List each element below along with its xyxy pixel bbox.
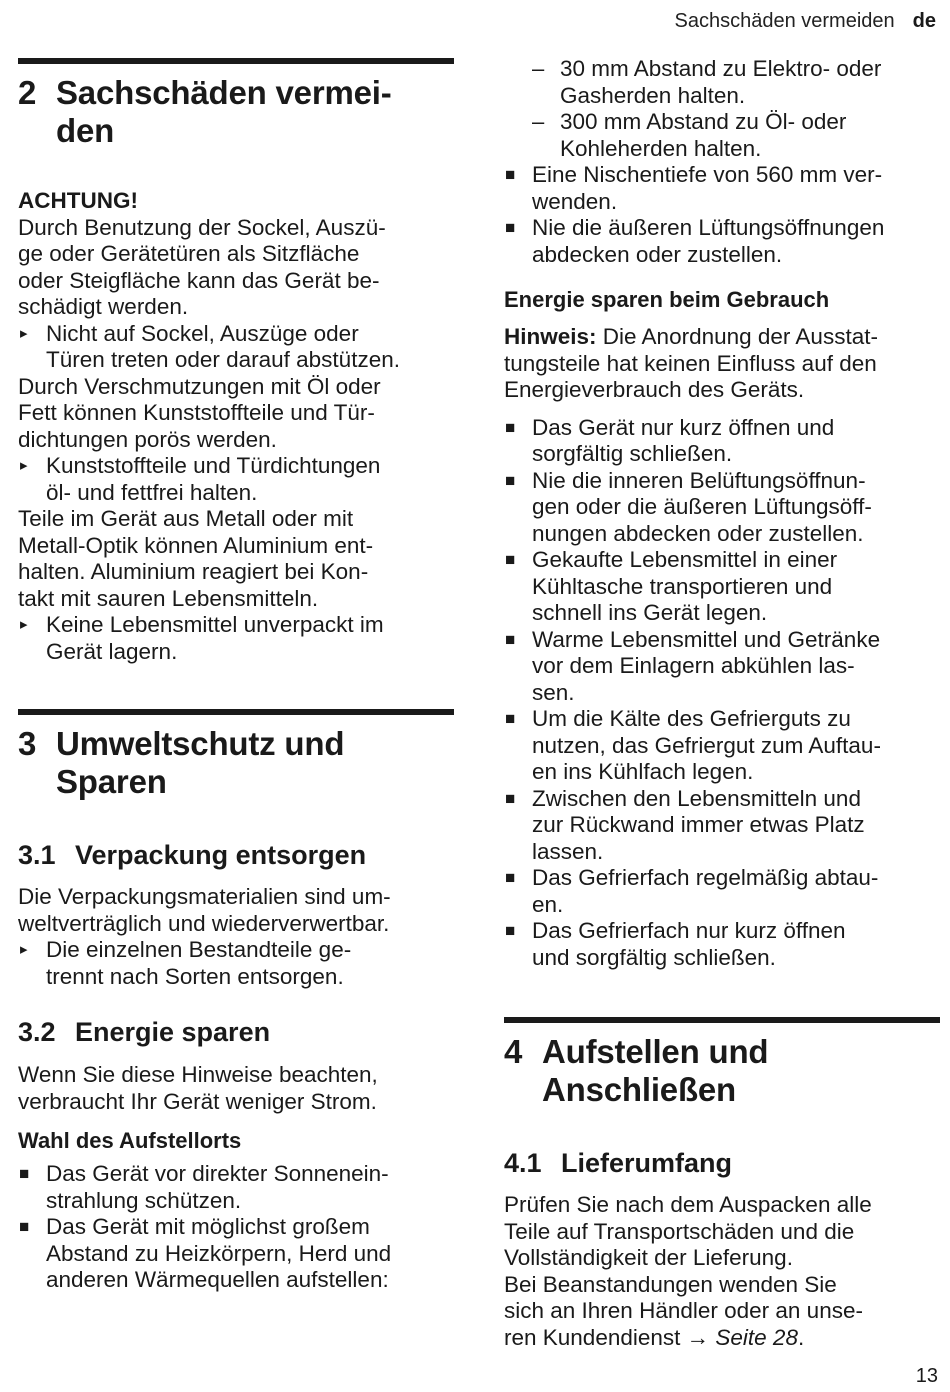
note-label: Hinweis: <box>504 324 597 349</box>
section-2-title: Sachschäden vermei- den <box>56 74 392 149</box>
note-paragraph: Hinweis: Die Anordnung der Ausstat- tungsteile hat keinen Einfluss auf den Energieverbrauch des Geräts. <box>504 324 878 402</box>
triangle-bullet-icon: ▸ <box>20 457 28 474</box>
section-2-heading <box>18 64 454 150</box>
warning-label: ACHTUNG! <box>18 188 138 213</box>
list-item: ■ Das Gefrierfach regelmäßig abtau- en. <box>505 865 879 917</box>
warning-paragraph-1: Durch Benutzung der Sockel, Auszü- ge oder Gerätetüren als Sitzfläche oder Steigfläche kann das Gerät be- schädigt werden. <box>18 214 386 319</box>
dash-list-item: – 300 mm Abstand zu Öl- oder Kohleherden halten. <box>504 109 940 162</box>
section-4-1-paragraph-1: Prüfen Sie nach dem Auspacken alle Teile auf Transportschäden und die Vollständigkeit der Lieferung. <box>504 1192 872 1270</box>
triangle-bullet-icon: ▸ <box>20 616 28 633</box>
list-item: ■ Um die Kälte des Gefrierguts zu nutzen, das Gefriergut zum Auftau- en ins Kühlfach legen. <box>505 706 881 784</box>
header-section-title: Sachschäden vermeiden <box>674 10 895 32</box>
warning-paragraph-2: Durch Verschmutzungen mit Öl oder Fett können Kunststoffteile und Tür- dichtungen porös werden. <box>18 373 381 452</box>
action-item: ▸ Die einzelnen Bestandteile ge- trennt nach Sorten entsorgen. <box>20 937 352 989</box>
square-bullet-icon: ■ <box>505 550 516 569</box>
page-number: 13 <box>915 1365 938 1387</box>
square-bullet-icon: ■ <box>19 1217 30 1236</box>
list-item: ■ Das Gerät mit möglichst großem Abstand zu Heizkörpern, Herd und anderen Wärmequellen aufstellen: <box>19 1214 392 1292</box>
section-3-1-heading: 3.1 Verpackung entsorgen <box>18 840 367 870</box>
list-item: ■ Das Gerät vor direkter Sonnenein- strahlung schützen. <box>19 1161 389 1213</box>
section-3-2-heading: 3.2 Energie sparen <box>18 1017 271 1047</box>
list-item: ■ Warme Lebensmittel und Getränke vor dem Einlagern abkühlen las- sen. <box>505 626 881 705</box>
square-bullet-icon: ■ <box>505 629 516 649</box>
running-header <box>675 8 936 34</box>
list-item: ■ Gekaufte Lebensmittel in einer Kühltasche transportieren und schnell ins Gerät legen. <box>505 547 838 625</box>
triangle-bullet-icon: ▸ <box>20 324 28 342</box>
section-2-number: 2 <box>18 74 37 111</box>
section-3-1-paragraph: Die Verpackungsmaterialien sind um- weltverträglich und wiederverwertbar. <box>18 884 391 936</box>
header-language: de <box>912 10 936 32</box>
action-item: ▸ Nicht auf Sockel, Auszüge oder Türen treten oder darauf abstützen. <box>20 320 400 372</box>
square-bullet-icon: ■ <box>505 921 516 940</box>
action-item: ▸ Keine Lebensmittel unverpackt im Gerät lagern. <box>20 612 384 664</box>
page-reference-link[interactable]: Seite 28 <box>709 1324 798 1350</box>
section-4-number: 4 <box>504 1033 523 1070</box>
section-4-title: Aufstellen und Anschließen <box>542 1033 769 1108</box>
square-bullet-icon: ■ <box>505 788 516 808</box>
square-bullet-icon: ■ <box>505 868 516 887</box>
section-3-title: Umweltschutz und Sparen <box>56 725 345 800</box>
list-item: ■ Nie die äußeren Lüftungsöffnungen abdecken oder zustellen. <box>505 215 885 267</box>
square-bullet-icon: ■ <box>505 470 516 490</box>
square-bullet-icon: ■ <box>19 1164 30 1183</box>
square-bullet-icon: ■ <box>505 218 516 237</box>
section-3-heading <box>18 715 454 801</box>
section-3-2-paragraph: Wenn Sie diese Hinweise beachten, verbraucht Ihr Gerät weniger Strom. <box>18 1062 378 1114</box>
list-item: ■ Eine Nischentiefe von 560 mm ver- wenden. <box>505 162 883 214</box>
list-item: ■ Nie die inneren Belüftungsöffnun- gen oder die äußeren Lüftungsöff- nungen abdecken oder zustellen. <box>505 467 872 546</box>
square-bullet-icon: ■ <box>505 165 516 184</box>
subheading-location: Wahl des Aufstellorts <box>18 1128 242 1153</box>
right-column <box>504 56 940 1351</box>
arrow-right-icon: → <box>686 1324 710 1350</box>
square-bullet-icon: ■ <box>505 709 516 728</box>
list-item: ■ Das Gerät nur kurz öffnen und sorgfältig schließen. <box>505 414 835 466</box>
action-item: ▸ Kunststoffteile und Türdichtungen öl- und fettfrei halten. <box>20 453 381 505</box>
section-4-1-paragraph-2: Bei Beanstandungen wenden Sie sich an Ihren Händler oder an unse- ren Kundendienst → Seite 28. <box>504 1271 863 1350</box>
section-4-1-heading: 4.1 Lieferumfang <box>504 1148 733 1178</box>
dash-bullet-icon: – <box>532 56 545 81</box>
left-column <box>18 58 454 1294</box>
triangle-bullet-icon: ▸ <box>20 941 28 958</box>
list-item: ■ Das Gefrierfach nur kurz öffnen und sorgfältig schließen. <box>505 918 846 970</box>
list-item: ■ Zwischen den Lebensmitteln und zur Rückwand immer etwas Platz lassen. <box>505 785 865 864</box>
dash-list-item: – 30 mm Abstand zu Elektro- oder Gasherden halten. <box>504 56 940 109</box>
square-bullet-icon: ■ <box>505 417 516 437</box>
subheading-usage: Energie sparen beim Gebrauch <box>504 287 830 312</box>
section-3-number: 3 <box>18 725 37 762</box>
warning-paragraph-3: Teile im Gerät aus Metall oder mit Metall-Optik können Aluminium ent- halten. Aluminium reagiert bei Kon- takt mit sauren Lebensmitteln. <box>18 506 374 611</box>
dash-bullet-icon: – <box>532 109 545 134</box>
section-4-heading <box>504 1023 940 1109</box>
